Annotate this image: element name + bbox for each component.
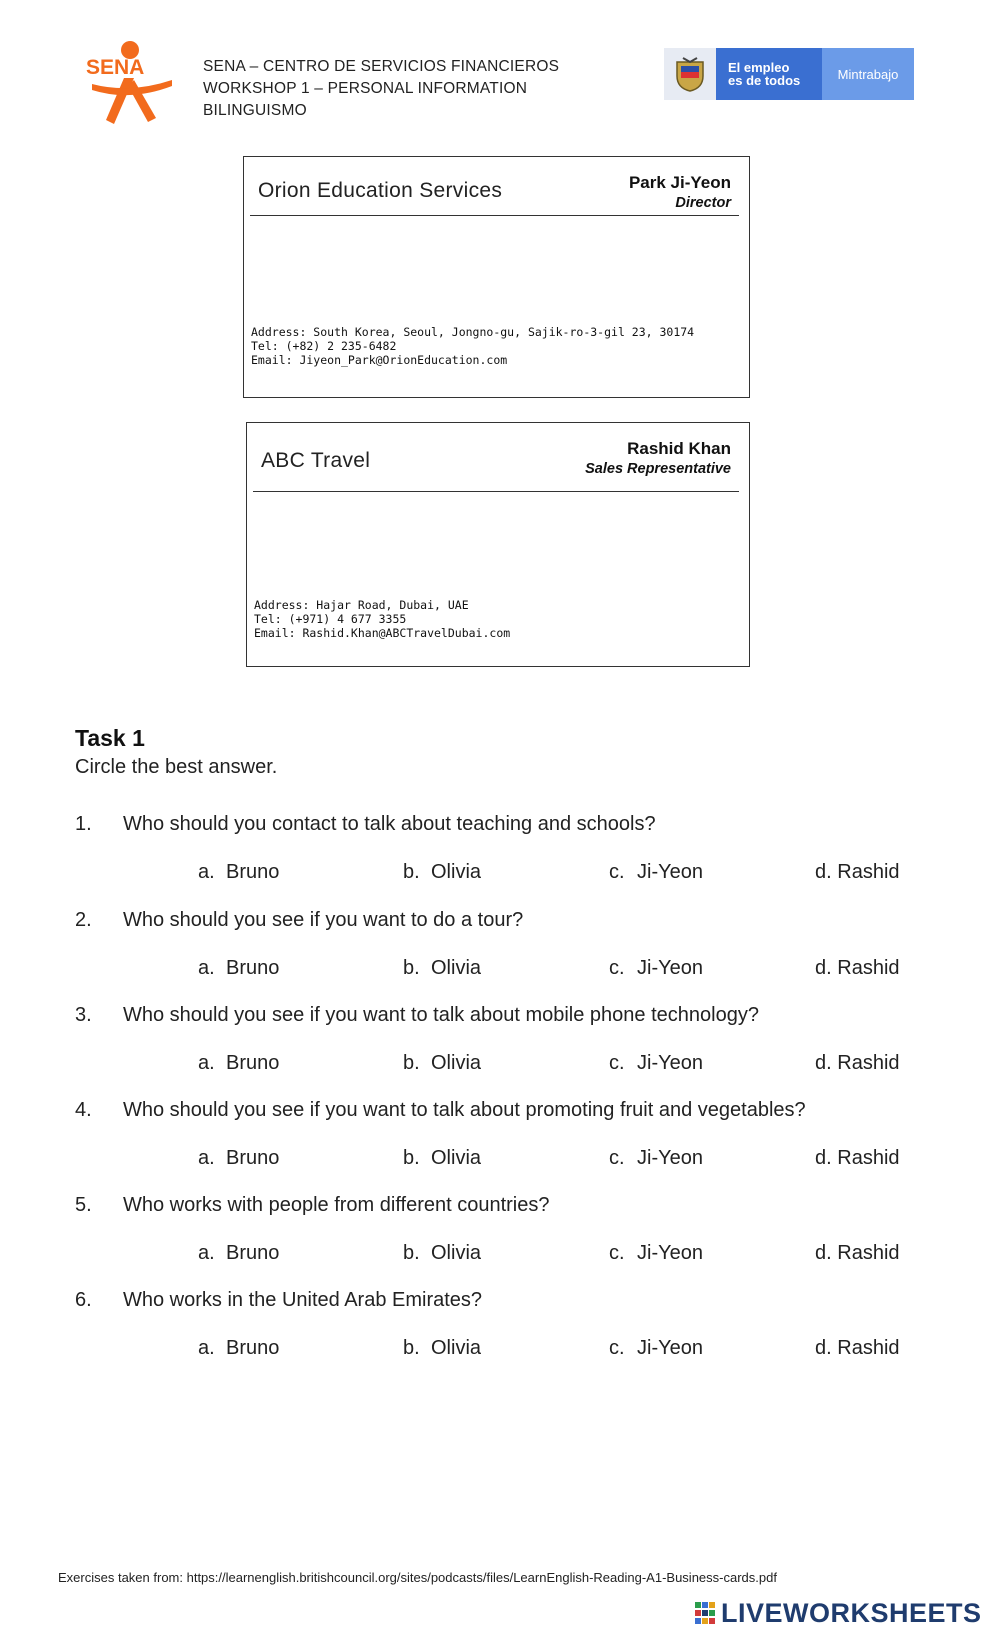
option-c[interactable]: c. Ji-Yeon [609,861,703,883]
card-person [585,439,731,477]
sena-logo [84,40,180,132]
option-c[interactable]: c. Ji-Yeon [609,1242,703,1264]
card-person [629,173,731,211]
option-a[interactable]: a. Bruno [198,861,280,883]
ministry-label: Mintrabajo [822,48,914,100]
card-contact [254,598,510,640]
header-line-1: SENA – CENTRO DE SERVICIOS FINANCIEROS [203,58,560,75]
option-d[interactable]: d. Rashid [815,1147,900,1169]
svg-text:SENA: SENA [86,56,145,79]
option-b[interactable]: b. Olivia [403,1052,482,1074]
option-d[interactable]: d. Rashid [815,1337,900,1359]
option-b[interactable]: b. Olivia [403,1337,482,1359]
question-number: 4. [75,1099,92,1121]
question-text: Who should you see if you want to do a tour? [123,909,524,931]
liveworksheets-logo[interactable] [695,1598,982,1629]
coat-of-arms-icon [664,48,716,100]
option-b[interactable]: b. Olivia [403,957,482,979]
question-text: Who works in the United Arab Emirates? [123,1289,483,1311]
gov-slogan-line-1: El empleo [728,60,790,75]
question-number: 6. [75,1289,92,1311]
source-citation: Exercises taken from: https://learnenglish.britishcouncil.org/sites/podcasts/files/LearnEnglish-Reading-A1-Business-cards.pdf [58,1570,777,1585]
card-divider [253,491,739,492]
question-number: 1. [75,813,92,835]
card-address: Address: Hajar Road, Dubai, UAE [254,598,469,612]
business-card-abc-travel [246,422,750,667]
card-person-name: Rashid Khan [627,439,731,458]
liveworksheets-brand: LIVEWORKSHEETS [721,1598,982,1628]
card-address: Address: South Korea, Seoul, Jongno-gu, Sajik-ro-3-gil 23, 30174 [251,325,695,339]
option-c[interactable]: c. Ji-Yeon [609,1052,703,1074]
card-company: Orion Education Services [258,179,503,202]
question-text: Who should you see if you want to talk about mobile phone technology? [123,1004,759,1026]
option-d[interactable]: d. Rashid [815,1052,900,1074]
option-a[interactable]: a. Bruno [198,1242,280,1264]
gov-slogan [716,48,822,100]
gov-slogan-line-2: es de todos [728,73,801,88]
question-number: 3. [75,1004,92,1026]
option-c[interactable]: c. Ji-Yeon [609,1337,703,1359]
option-b[interactable]: b. Olivia [403,1242,482,1264]
card-person-title: Sales Representative [585,461,731,477]
question-text: Who works with people from different countries? [123,1194,550,1216]
card-email: Email: Rashid.Khan@ABCTravelDubai.com [254,626,511,640]
option-a[interactable]: a. Bruno [198,1337,280,1359]
option-a[interactable]: a. Bruno [198,957,280,979]
government-banner [664,48,914,100]
task-title: Task 1 [75,725,145,751]
card-person-title: Director [675,195,731,211]
option-d[interactable]: d. Rashid [815,957,900,979]
option-b[interactable]: b. Olivia [403,861,482,883]
question-text: Who should you see if you want to talk about promoting fruit and vegetables? [123,1099,806,1121]
task-instruction: Circle the best answer. [75,756,278,778]
question-text: Who should you contact to talk about teaching and schools? [123,813,656,835]
option-a[interactable]: a. Bruno [198,1147,280,1169]
card-contact [251,325,694,367]
card-email: Email: Jiyeon_Park@OrionEducation.com [251,353,508,367]
header-line-2: WORKSHOP 1 – PERSONAL INFORMATION [203,80,528,97]
business-card-orion [243,156,750,398]
question-number: 5. [75,1194,92,1216]
liveworksheets-icon [695,1602,717,1626]
option-c[interactable]: c. Ji-Yeon [609,1147,703,1169]
header-text [203,56,559,122]
question-number: 2. [75,909,92,931]
header-line-3: BILINGUISMO [203,102,307,119]
card-company: ABC Travel [261,449,371,472]
option-d[interactable]: d. Rashid [815,1242,900,1264]
card-person-name: Park Ji-Yeon [628,173,731,192]
option-d[interactable]: d. Rashid [815,861,900,883]
card-tel: Tel: (+82) 2 235-6482 [251,339,397,353]
option-a[interactable]: a. Bruno [198,1052,280,1074]
card-tel: Tel: (+971) 4 677 3355 [254,612,407,626]
option-b[interactable]: b. Olivia [403,1147,482,1169]
option-c[interactable]: c. Ji-Yeon [609,957,703,979]
card-divider [250,215,739,216]
